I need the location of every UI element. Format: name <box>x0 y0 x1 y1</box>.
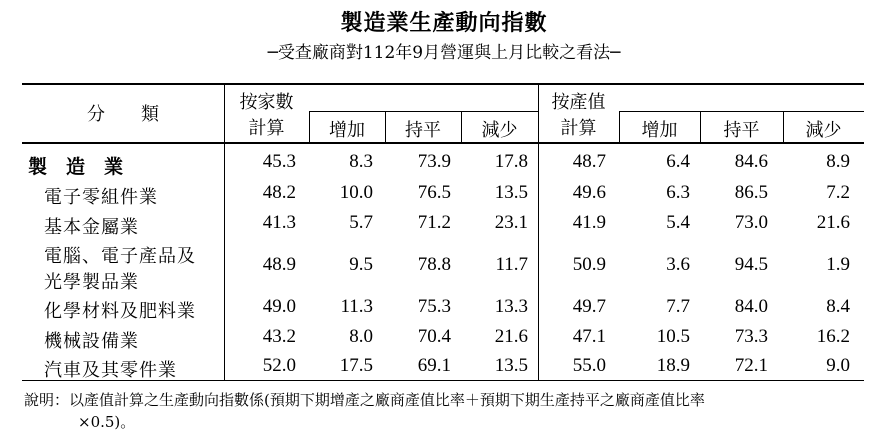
table-cell: 5.7 <box>349 212 373 233</box>
header-by-count-line1: 按家數 <box>239 92 294 113</box>
table-cell: 13.5 <box>494 182 528 203</box>
header-by-value-line1: 按產值 <box>551 92 606 113</box>
footnote-line2: ×0.5)。 <box>78 413 136 431</box>
table-cell: 6.4 <box>666 151 690 172</box>
header-flat-value: 持平 <box>723 120 760 141</box>
table-cell: 84.0 <box>734 295 768 317</box>
table-cell: 17.8 <box>494 151 528 172</box>
table-cell: 48.2 <box>262 182 296 203</box>
header-by-count-line2: 計算 <box>248 118 285 139</box>
table-cell: 49.7 <box>572 295 606 317</box>
row-label: 基本金屬業 <box>44 217 139 238</box>
table-cell: 41.3 <box>262 212 296 233</box>
subheader-rule-value <box>619 111 864 112</box>
table-cell: 86.5 <box>734 182 768 203</box>
table-cell: 21.6 <box>494 326 528 347</box>
table-cell: 13.5 <box>494 355 528 376</box>
page-title: 製造業生產動向指數 <box>340 10 548 36</box>
row-label: 電子零組件業 <box>44 187 158 208</box>
table-cell: 78.8 <box>417 253 451 275</box>
table-cell: 55.0 <box>572 355 606 376</box>
table-cell: 16.2 <box>816 326 850 347</box>
page-subtitle: ─受查廠商對112年9月營運與上月比較之看法─ <box>267 43 621 63</box>
table-cell: 17.5 <box>339 355 373 376</box>
header-decrease-count: 減少 <box>481 120 518 141</box>
table-cell: 48.7 <box>572 151 606 172</box>
header-category: 分 類 <box>87 104 159 125</box>
row-label: 汽車及其零件業 <box>44 360 177 381</box>
table-cell: 7.2 <box>826 182 850 203</box>
table-cell: 11.7 <box>495 253 528 275</box>
table-cell: 3.6 <box>666 253 690 275</box>
table-cell: 76.5 <box>417 182 451 203</box>
table-cell: 43.2 <box>262 326 296 347</box>
header-increase-count: 增加 <box>329 120 365 141</box>
table-cell: 41.9 <box>572 212 606 233</box>
table-cell: 47.1 <box>572 326 606 347</box>
table-cell: 75.3 <box>417 295 451 317</box>
table-cell: 13.3 <box>494 295 528 317</box>
table-cell: 71.2 <box>417 212 451 233</box>
table-cell: 5.4 <box>666 212 690 233</box>
row-label: 光學製品業 <box>44 271 139 293</box>
row-label: 電腦、電子產品及 <box>44 245 196 267</box>
row-label: 化學材料及肥料業 <box>44 300 196 322</box>
table-top-rule <box>22 83 864 85</box>
table-cell: 52.0 <box>262 355 296 376</box>
table-cell: 23.1 <box>494 212 528 233</box>
subheader-rule-count <box>309 111 538 112</box>
table-cell: 73.3 <box>734 326 768 347</box>
row-label: 製 造 業 <box>28 156 124 178</box>
header-bottom-rule <box>22 142 864 144</box>
table-cell: 70.4 <box>417 326 451 347</box>
table-cell: 21.6 <box>816 212 850 233</box>
header-flat-count: 持平 <box>405 120 441 141</box>
table-cell: 8.0 <box>349 326 373 347</box>
table-cell: 72.1 <box>734 355 768 376</box>
table-cell: 7.7 <box>666 295 690 317</box>
footnote-line1: 說明：以產值計算之生產動向指數係(預期下期增產之廠商產值比率＋預期下期生產持平之廠商產值比率 <box>24 391 705 409</box>
table-cell: 9.0 <box>826 355 850 376</box>
table-cell: 8.3 <box>349 151 373 172</box>
header-decrease-value: 減少 <box>805 120 842 141</box>
table-cell: 6.3 <box>666 182 690 203</box>
table-cell: 11.3 <box>340 295 373 317</box>
table-cell: 48.9 <box>262 253 296 275</box>
table-cell: 73.0 <box>734 212 768 233</box>
table-cell: 69.1 <box>417 355 451 376</box>
header-by-value-line2: 計算 <box>560 118 597 139</box>
table-cell: 9.5 <box>349 253 373 275</box>
table-cell: 1.9 <box>826 253 850 275</box>
table-cell: 84.6 <box>734 151 768 172</box>
table-cell: 10.5 <box>656 326 690 347</box>
table-cell: 49.6 <box>572 182 606 203</box>
table-cell: 50.9 <box>572 253 606 275</box>
table-cell: 10.0 <box>339 182 373 203</box>
table-cell: 73.9 <box>417 151 451 172</box>
table-cell: 8.4 <box>826 295 850 317</box>
row-label: 機械設備業 <box>44 331 139 352</box>
table-cell: 18.9 <box>656 355 690 376</box>
table-cell: 45.3 <box>262 151 296 172</box>
header-increase-value: 增加 <box>641 120 678 141</box>
table-cell: 49.0 <box>262 295 296 317</box>
table-cell: 8.9 <box>826 151 850 172</box>
table-cell: 94.5 <box>734 253 768 275</box>
